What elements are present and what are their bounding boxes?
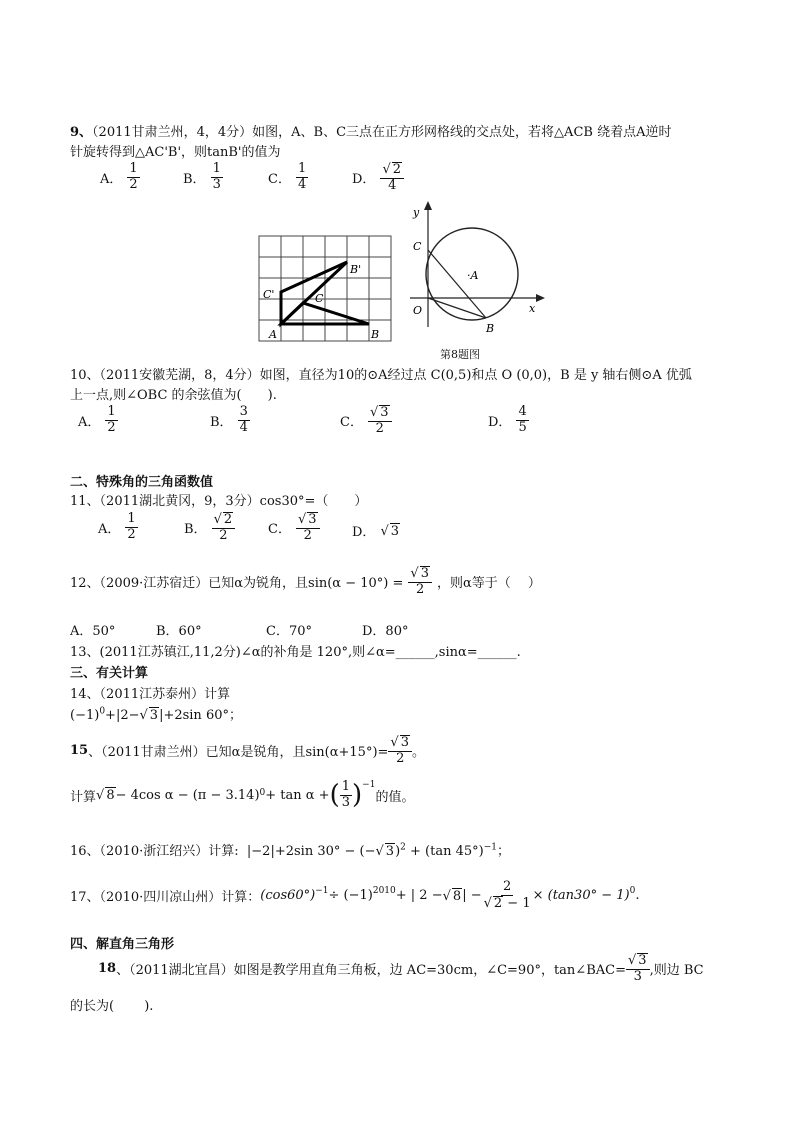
q18-number: 18: [98, 961, 117, 977]
q10-option-c: C． $\frac{√ 3}{2}$: [340, 405, 392, 437]
fraction: $\frac{√ 2}{2}$: [212, 512, 236, 544]
q14-stem: 14、（2011江苏泰州）计算: [70, 687, 231, 702]
q11-option-a: A． $\frac{1}{2}$: [98, 511, 136, 542]
q9-option-c: [268, 162, 308, 193]
fraction: $\frac{1}{2}$: [107, 404, 116, 435]
q9-stem-text1: （2011甘肃兰州，4，4分）如图，A、B、C三点在正方形网格线的交点处，若将△ACB 绕着点A逆时: [92, 125, 672, 140]
q10-stem-line1: [70, 364, 692, 383]
q11-option-c: C． $\frac{√ 3}{2}$: [268, 512, 320, 544]
fraction: $\frac{3}{4}$: [239, 404, 248, 435]
q15-number: 15: [70, 743, 89, 759]
q12-option-d: D．80°: [362, 624, 409, 639]
q11-option-d: D． √ 3: [352, 523, 400, 540]
q10-stem-text1: （2011安徽芜湖，8，4分）如图，直径为10的⊙A经过点 C(0,5)和点 O (0,0)，B 是 y 轴右侧⊙A 优弧: [99, 368, 692, 383]
label-b: B: [371, 328, 380, 341]
q17-stem: 17、（2010·四川凉山州）计算： (cos60°) $^{-1}$ ÷ (−1) $^{2010}$ + | 2 − √ 8 | − $\frac{2}{√ 2 - 1}$ × (tan30° − 1) $^0$ .: [70, 879, 640, 911]
q12-option-b: B．60°: [156, 624, 202, 639]
fig8-caption: 第8题图: [440, 348, 480, 361]
fig8-circle-figure: [404, 197, 549, 347]
q10-number: 10、: [70, 368, 100, 383]
fraction: $\frac{1}{3}$: [212, 161, 221, 192]
q18-stem-line1: 18 、（2011湖北宜昌）如图是教学用直角三角板，边 AC=30cm，∠C=90°，tan∠BAC= $\frac{√ 3}{3}$ ,则边 BC: [98, 953, 704, 984]
fraction: $\frac{1}{2}$: [129, 161, 138, 192]
fraction: $\frac{2}{√ 2 - 1}$: [483, 879, 531, 911]
q15-stem: 15 、（2011甘肃兰州）已知α是锐角，且sin(α+15°)= $\frac{√ 3}{2}$ 。: [70, 735, 426, 766]
axis-y-label: y: [413, 206, 420, 219]
q9-number: 9、: [70, 125, 93, 140]
fraction: $\frac{√ 3}{2}$: [388, 735, 412, 767]
q15-calc: 计算 √ 8 − 4cos α − (π − 3.14) 0 + tan α + ( $\frac{1}{3}$ ) $^{-1}$ 的值。: [70, 779, 415, 811]
q12-option-a: A．50°: [70, 624, 116, 639]
option-letter: A．: [100, 171, 123, 187]
q9-stem-line2: 针旋转得到△AC'B'，则tanB'的值为: [70, 145, 281, 160]
fraction: $\frac{√ 3}{2}$: [368, 405, 392, 437]
fraction: $\frac{√ 3}{3}$: [626, 953, 650, 985]
q18-stem-line2: 的长为( ).: [70, 999, 154, 1014]
q9-option-a: [100, 162, 140, 193]
point-c-label: C: [413, 240, 422, 253]
fraction: $\frac{√ 2}{4}$: [380, 162, 404, 194]
q9-option-b: [183, 162, 223, 193]
q13-stem: 13、(2011江苏镇江,11,2分)∠α的补角是 120°,则∠α=______,sinα=______.: [70, 645, 521, 660]
fraction: $\frac{4}{5}$: [518, 404, 527, 435]
q9-grid-figure: [255, 232, 400, 347]
q9-stem-line1: [70, 121, 671, 140]
q14-expression: $(-1)^0+|2-√$ 3|+2sin 60°；: [70, 706, 242, 723]
section-2-heading: 二、特殊角的三角函数值: [70, 475, 214, 490]
origin-label: O: [413, 304, 423, 317]
q16-stem: 16、（2010·浙江绍兴）计算: |−2|+2sin 30° − (−√ 3)$^2$ + (tan 45°)$^{-1}$；: [70, 842, 511, 859]
q10-option-a: A． $\frac{1}{2}$: [78, 404, 116, 435]
option-letter: D．: [352, 172, 376, 188]
option-letter: B．: [183, 171, 206, 187]
q10-option-d: D． $\frac{4}{5}$: [488, 404, 527, 435]
fraction: $\frac{1}{2}$: [127, 511, 136, 542]
label-c-prime: C': [263, 288, 275, 301]
section-4-heading: 四、解直角三角形: [70, 937, 175, 952]
q9-option-d: [352, 162, 404, 194]
q11-option-b: B． $\frac{√ 2}{2}$: [184, 512, 235, 544]
label-c: C: [315, 292, 324, 305]
q11-stem: 11、（2011湖北黄冈，9，3分）cos30°=（ ）: [70, 494, 368, 509]
fraction: $\frac{√ 3}{2}$: [296, 512, 320, 544]
fraction: $\frac{√ 3}{2}$: [408, 566, 432, 598]
option-letter: C．: [268, 171, 291, 187]
fraction: $\frac{1}{3}$: [341, 779, 351, 810]
q10-stem-line2: 上一点,则∠OBC 的余弦值为( ).: [70, 388, 277, 403]
axis-x-label: x: [529, 302, 536, 315]
label-b-prime: B': [350, 263, 362, 276]
section-3-heading: 三、有关计算: [70, 666, 149, 681]
point-b-label: B: [486, 322, 495, 335]
point-a-label: ·A: [467, 269, 479, 282]
q12-option-c: C．70°: [266, 624, 312, 639]
q10-option-b: B． $\frac{3}{4}$: [210, 404, 248, 435]
q12-stem: 12、（2009·江苏宿迁）已知α为锐角，且sin(α − 10°) = $\frac{√ 3}{2}$ ，则α等于（ ）: [70, 566, 541, 597]
label-a: A: [269, 328, 277, 341]
fraction: $\frac{1}{4}$: [297, 161, 307, 192]
